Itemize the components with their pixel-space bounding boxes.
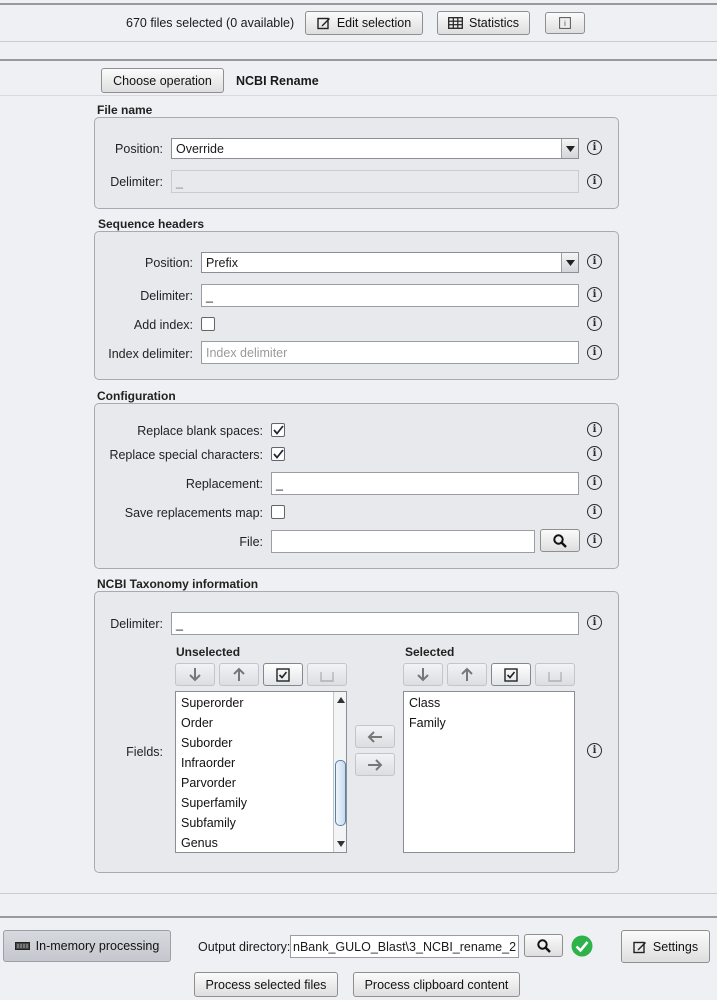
unselected-title: Unselected bbox=[176, 645, 241, 659]
replace-blank-label: Replace blank spaces: bbox=[137, 424, 263, 438]
add-index-label: Add index: bbox=[133, 318, 193, 332]
info-icon[interactable]: i bbox=[587, 140, 602, 155]
edit-selection-button[interactable] bbox=[305, 11, 423, 35]
selected-move-up-button[interactable] bbox=[447, 663, 487, 686]
index-delimiter-label: Index delimiter: bbox=[108, 347, 193, 361]
info-icon[interactable]: i bbox=[587, 533, 602, 548]
current-operation: NCBI Rename bbox=[236, 74, 319, 88]
replace-special-label: Replace special characters: bbox=[109, 448, 263, 462]
seq-position-select[interactable] bbox=[201, 252, 579, 273]
sequence-headers-title: Sequence headers bbox=[98, 217, 205, 231]
add-index-checkbox[interactable] bbox=[201, 317, 215, 331]
statistics-button[interactable] bbox=[437, 11, 530, 35]
scroll-up-icon bbox=[334, 694, 347, 706]
valid-check-icon bbox=[571, 935, 593, 957]
file-delimiter-input bbox=[171, 170, 579, 193]
info-icon[interactable]: i bbox=[587, 287, 602, 302]
file-name-panel bbox=[94, 117, 619, 209]
scrollbar[interactable] bbox=[333, 692, 347, 852]
arrow-down-icon bbox=[188, 667, 202, 682]
index-delimiter-placeholder: Index delimiter bbox=[206, 345, 288, 360]
info-icon[interactable]: i bbox=[587, 345, 602, 360]
about-button[interactable] bbox=[545, 12, 585, 34]
choose-operation-label: Choose operation bbox=[113, 73, 212, 88]
selected-move-down-button[interactable] bbox=[403, 663, 443, 686]
tax-delimiter-value: _ bbox=[176, 616, 183, 631]
checkmark-icon bbox=[273, 425, 284, 435]
edit-icon bbox=[633, 940, 647, 954]
memory-icon bbox=[15, 942, 30, 950]
output-dir-value: nBank_GULO_Blast\3_NCBI_rename_2 bbox=[293, 939, 517, 954]
unselected-list[interactable] bbox=[175, 691, 347, 853]
seq-position-value: Prefix bbox=[206, 255, 238, 270]
bottom-divider bbox=[0, 916, 717, 918]
list-item[interactable]: Class bbox=[409, 696, 441, 710]
move-left-button[interactable] bbox=[355, 725, 395, 748]
info-icon[interactable]: i bbox=[587, 174, 602, 189]
seq-delimiter-value: _ bbox=[206, 288, 213, 303]
clear-selection-button[interactable] bbox=[307, 663, 347, 686]
list-item[interactable]: Order bbox=[181, 716, 213, 730]
info-icon[interactable]: i bbox=[587, 475, 602, 490]
check-all-icon bbox=[504, 668, 518, 682]
file-input[interactable] bbox=[271, 530, 535, 553]
selection-status: 670 files selected (0 available) bbox=[126, 16, 295, 30]
seq-delimiter-label: Delimiter: bbox=[140, 289, 193, 303]
file-position-value: Override bbox=[176, 141, 224, 156]
arrow-right-icon bbox=[367, 758, 383, 772]
info-icon[interactable]: i bbox=[587, 504, 602, 519]
file-label: File: bbox=[239, 535, 263, 549]
move-up-button[interactable] bbox=[219, 663, 259, 686]
info-icon[interactable]: i bbox=[587, 316, 602, 331]
check-all-icon bbox=[276, 668, 290, 682]
uncheck-icon bbox=[548, 668, 562, 682]
browse-file-button[interactable] bbox=[540, 529, 580, 552]
tax-delimiter-input[interactable] bbox=[171, 612, 579, 635]
select-all-button[interactable] bbox=[263, 663, 303, 686]
list-item[interactable]: Superfamily bbox=[181, 796, 247, 810]
selected-list[interactable] bbox=[403, 691, 575, 853]
bottom-divider-thin bbox=[0, 893, 717, 894]
fields-label: Fields: bbox=[126, 745, 163, 759]
info-icon[interactable]: i bbox=[587, 254, 602, 269]
selected-title: Selected bbox=[405, 645, 455, 659]
list-item[interactable]: Suborder bbox=[181, 736, 233, 750]
file-position-select[interactable] bbox=[171, 138, 579, 159]
search-icon bbox=[537, 939, 551, 953]
info-icon[interactable]: i bbox=[587, 422, 602, 437]
edit-icon bbox=[317, 16, 331, 30]
operation-divider bbox=[0, 95, 717, 96]
info-icon[interactable]: i bbox=[587, 615, 602, 630]
arrow-up-icon bbox=[460, 667, 474, 682]
list-item[interactable]: Genus bbox=[181, 836, 218, 850]
list-item[interactable]: Parvorder bbox=[181, 776, 236, 790]
save-map-label: Save replacements map: bbox=[124, 506, 263, 520]
seq-position-label: Position: bbox=[145, 256, 193, 270]
arrow-up-icon bbox=[232, 667, 246, 682]
edit-selection-label: Edit selection bbox=[336, 16, 412, 30]
save-map-checkbox[interactable] bbox=[271, 505, 285, 519]
browse-output-button[interactable] bbox=[524, 934, 563, 957]
settings-label: Settings bbox=[652, 939, 699, 954]
list-item[interactable]: Family bbox=[409, 716, 446, 730]
checkmark-icon bbox=[273, 449, 284, 459]
index-delimiter-input[interactable] bbox=[201, 341, 579, 364]
process-clipboard-label: Process clipboard content bbox=[364, 977, 509, 992]
replacement-input[interactable] bbox=[271, 472, 579, 495]
replacement-label: Replacement: bbox=[185, 477, 263, 491]
selected-clear-button[interactable] bbox=[535, 663, 575, 686]
choose-operation-button[interactable] bbox=[101, 68, 224, 93]
selected-select-all-button[interactable] bbox=[491, 663, 531, 686]
scroll-down-icon bbox=[334, 838, 347, 850]
list-item[interactable]: Infraorder bbox=[181, 756, 236, 770]
list-item[interactable]: Subfamily bbox=[181, 816, 236, 830]
file-delimiter-value: _ bbox=[176, 174, 183, 189]
replace-special-checkbox[interactable] bbox=[271, 447, 285, 461]
move-down-button[interactable] bbox=[175, 663, 215, 686]
move-right-button[interactable] bbox=[355, 753, 395, 776]
replace-blank-checkbox[interactable] bbox=[271, 423, 285, 437]
arrow-down-icon bbox=[416, 667, 430, 682]
chevron-down-icon bbox=[561, 253, 578, 272]
in-memory-processing-toggle[interactable] bbox=[3, 930, 171, 962]
process-files-label: Process selected files bbox=[205, 977, 327, 992]
top-border bbox=[0, 3, 717, 5]
file-name-title: File name bbox=[97, 103, 153, 117]
uncheck-icon bbox=[320, 668, 334, 682]
about-icon bbox=[559, 17, 571, 29]
arrow-left-icon bbox=[367, 730, 383, 744]
configuration-title: Configuration bbox=[97, 389, 176, 403]
top-divider bbox=[0, 41, 717, 42]
process-selected-files-button[interactable] bbox=[194, 972, 338, 997]
list-item[interactable]: Superorder bbox=[181, 696, 244, 710]
svg-text:i: i bbox=[564, 20, 566, 28]
info-icon[interactable]: i bbox=[587, 743, 602, 758]
section-divider bbox=[0, 59, 717, 61]
seq-delimiter-input[interactable] bbox=[201, 284, 579, 307]
replacement-value: _ bbox=[276, 476, 283, 491]
taxonomy-title: NCBI Taxonomy information bbox=[97, 577, 259, 591]
chevron-down-icon bbox=[561, 139, 578, 158]
process-clipboard-button[interactable] bbox=[353, 972, 520, 997]
info-icon[interactable]: i bbox=[587, 446, 602, 461]
table-icon bbox=[448, 17, 463, 29]
tax-delimiter-label: Delimiter: bbox=[110, 617, 163, 631]
scrollbar-thumb[interactable] bbox=[335, 760, 346, 826]
search-icon bbox=[553, 534, 567, 548]
statistics-label: Statistics bbox=[468, 16, 519, 30]
in-memory-label: In-memory processing bbox=[35, 939, 160, 953]
output-dir-input[interactable] bbox=[290, 935, 519, 958]
settings-button[interactable] bbox=[621, 930, 710, 963]
file-delimiter-label: Delimiter: bbox=[110, 175, 163, 189]
file-position-label: Position: bbox=[115, 142, 163, 156]
output-dir-label: Output directory: bbox=[198, 940, 291, 954]
